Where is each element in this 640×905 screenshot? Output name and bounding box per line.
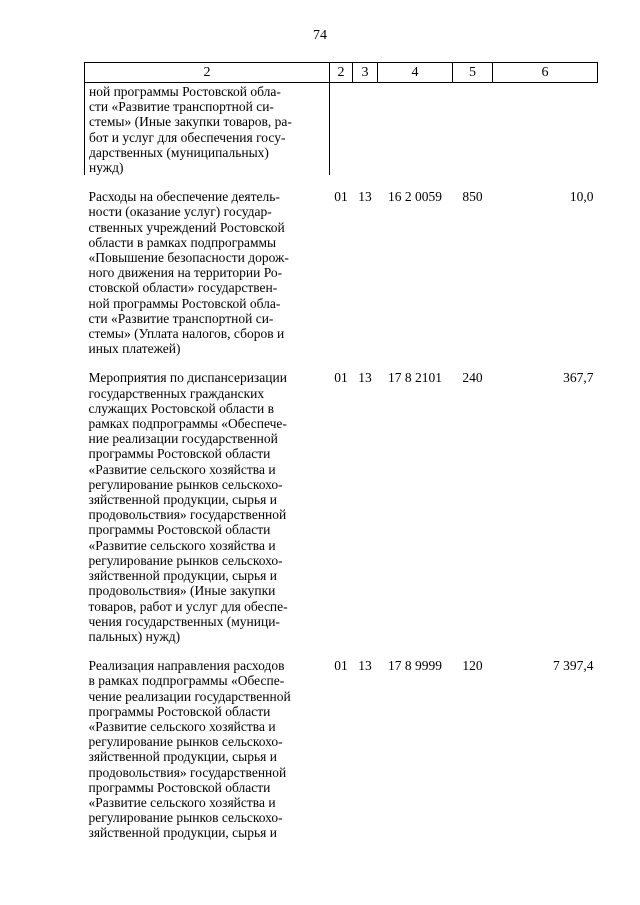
name-line: «Повышение безопасности дорож- — [88, 250, 289, 266]
amount-cell: 10,0 — [569, 189, 594, 205]
section-cell — [330, 83, 353, 176]
name-line: нужд) — [89, 160, 124, 176]
name-line: программы Ростовской области — [88, 446, 271, 462]
name-line: регулирование рынков сельскохо- — [88, 734, 283, 750]
header-cell-amount: 6 — [493, 63, 598, 83]
name-line: пальных) нужд) — [88, 628, 181, 644]
section-cell: 01 — [334, 370, 348, 386]
subsection-cell: 13 — [358, 658, 372, 674]
name-line: рамках подпрограммы «Обеспече- — [88, 416, 287, 432]
subsection-cell: 13 — [358, 370, 372, 386]
name-line: программы Ростовской области — [88, 779, 271, 795]
table-row — [85, 356, 598, 644]
name-line: служащих Ростовской области в — [88, 400, 274, 416]
name-line: дарственных (муниципальных) — [89, 144, 269, 160]
header-cell-expense-type: 5 — [453, 63, 493, 83]
name-line: области в рамках подпрограммы — [88, 234, 277, 250]
name-line: государственных гражданских — [88, 385, 265, 401]
name-line: Мероприятия по диспансеризации — [88, 370, 287, 386]
name-line: регулирование рынков сельскохо- — [88, 476, 283, 492]
name-line: иных платежей) — [88, 341, 181, 357]
name-line: «Развитие сельского хозяйства и — [88, 718, 276, 734]
section-cell: 01 — [334, 189, 348, 205]
table-row — [85, 175, 598, 356]
header-cell-section: 2 — [330, 63, 353, 83]
row-name-cell — [85, 356, 330, 644]
name-line: ности (оказание услуг) государ- — [88, 204, 272, 220]
header-cell-subsection: 3 — [353, 63, 378, 83]
header-cell-name: 2 — [85, 63, 330, 83]
name-line: регулирование рынков сельскохо- — [88, 552, 283, 568]
table-row — [85, 83, 598, 176]
expense-type-cell: 240 — [462, 370, 483, 386]
name-line: Реализация направления расходов — [88, 658, 285, 674]
row-name-cell — [85, 83, 330, 176]
name-line: стовской области» государствен- — [88, 280, 278, 296]
name-line: в рамках подпрограммы «Обеспе- — [88, 673, 285, 689]
row-name-cell — [85, 644, 330, 840]
name-line: продовольствия» государственной — [88, 764, 287, 780]
amount-cell — [493, 83, 598, 176]
subsection-cell — [353, 83, 378, 176]
name-line: стемы» (Иные закупки товаров, ра- — [89, 114, 292, 130]
table-row — [85, 644, 598, 840]
name-line: продовольствия» (Иные закупки — [88, 583, 276, 599]
expense-type-cell: 120 — [462, 658, 483, 674]
name-line: ние реализации государственной — [88, 431, 278, 447]
name-line: стемы» (Уплата налогов, сборов и — [88, 326, 285, 342]
name-line: зяйственной продукции, сырья и — [88, 749, 277, 765]
name-line: «Развитие сельского хозяйства и — [88, 461, 276, 477]
expense-type-cell: 850 — [462, 189, 483, 205]
name-line: «Развитие сельского хозяйства и — [88, 537, 276, 553]
name-line: ной программы Ростовской обла- — [89, 84, 281, 99]
target-cell: 17 8 9999 — [388, 658, 442, 674]
name-line: бот и услуг для обеспечения госу- — [89, 129, 286, 145]
budget-table — [84, 62, 598, 841]
target-cell: 16 2 0059 — [388, 189, 442, 205]
name-line: сти «Развитие транспортной си- — [89, 99, 274, 115]
amount-cell: 7 397,4 — [553, 658, 594, 674]
page-number: 74 — [313, 28, 327, 43]
name-line: ственных учреждений Ростовской — [88, 219, 285, 235]
name-line: Расходы на обеспечение деятель- — [88, 189, 280, 205]
name-line: ной программы Ростовской обла- — [88, 295, 281, 311]
name-line: ного движения на территории Ро- — [88, 265, 283, 281]
name-line: регулирование рынков сельскохо- — [88, 810, 283, 826]
row-name-cell — [85, 175, 330, 356]
name-line: зяйственной продукции, сырья и — [88, 568, 277, 584]
subsection-cell: 13 — [358, 189, 372, 205]
name-line: сти «Развитие транспортной си- — [88, 310, 274, 326]
header-cell-target: 4 — [378, 63, 453, 83]
name-line: «Развитие сельского хозяйства и — [88, 794, 276, 810]
name-line: программы Ростовской области — [88, 703, 271, 719]
name-line: продовольствия» государственной — [88, 507, 287, 523]
name-line: чения государственных (муници- — [88, 613, 280, 629]
amount-cell: 367,7 — [563, 370, 594, 386]
target-cell — [378, 83, 453, 176]
name-line: чение реализации государственной — [88, 688, 291, 704]
section-cell: 01 — [334, 658, 348, 674]
name-line: программы Ростовской области — [88, 522, 271, 538]
target-cell: 17 8 2101 — [388, 370, 442, 386]
name-line: товаров, работ и услуг для обеспе- — [88, 598, 288, 614]
table-header-row — [85, 63, 598, 83]
name-line: зяйственной продукции, сырья и — [88, 492, 277, 508]
expense-type-cell — [453, 83, 493, 176]
name-line: зяйственной продукции, сырья и — [88, 825, 277, 841]
